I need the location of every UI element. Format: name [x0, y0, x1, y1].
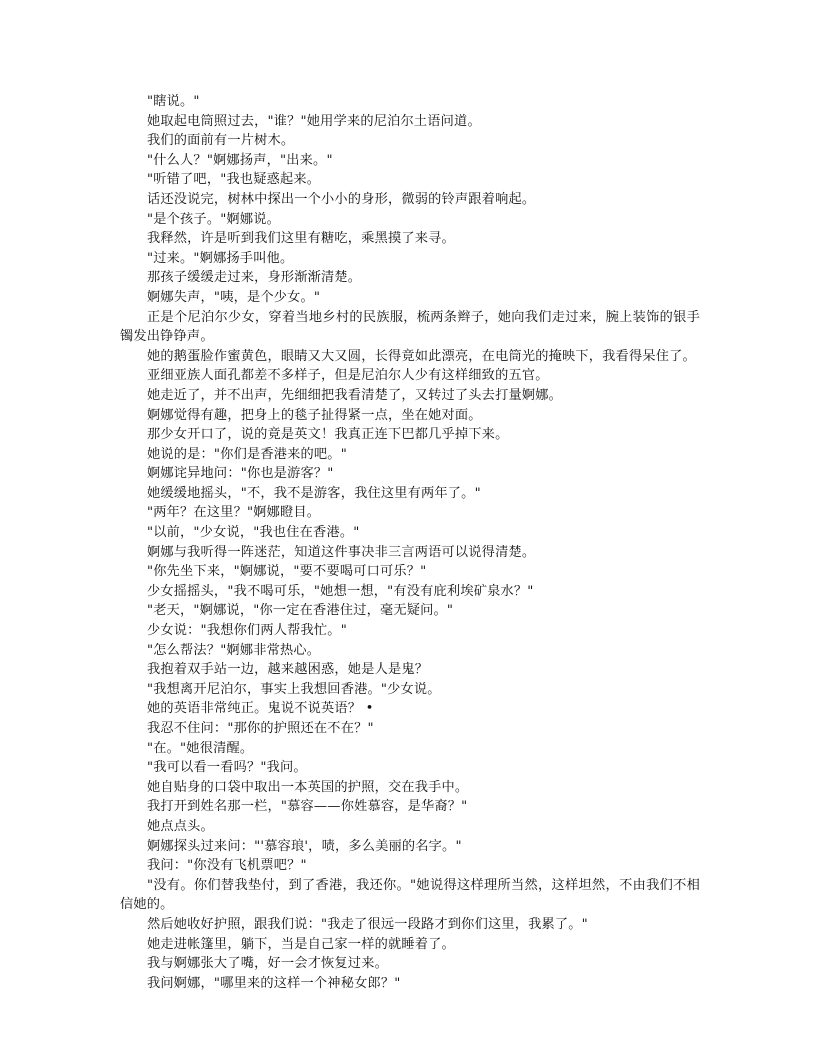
- paragraph: "过来。"婀娜扬手叫他。: [147, 250, 294, 266]
- paragraph: 她说的是："你们是香港来的吧。": [147, 446, 347, 462]
- paragraph: 她走近了，并不出声，先细细把我看清楚了，又转过了头去打量婀娜。: [147, 387, 563, 403]
- paragraph: 我与婀娜张大了嘴，好一会才恢复过来。: [147, 956, 388, 972]
- document-body: [120, 92, 700, 993]
- paragraph: 她走进帐篷里，躺下，当是自己家一样的就睡着了。: [147, 936, 455, 952]
- paragraph: 然后她收好护照，跟我们说："我走了很远一段路才到你们这里，我累了。": [147, 916, 588, 932]
- paragraph: 那孩子缓缓走过来，身形渐渐清楚。: [147, 270, 362, 286]
- paragraph: 她取起电筒照过去，"谁？"她用学来的尼泊尔土语问道。: [147, 113, 481, 129]
- paragraph: 我打开到姓名那一栏，"慕容——你姓慕容，是华裔？": [147, 799, 468, 815]
- paragraph: 婀娜与我听得一阵迷茫，知道这件事决非三言两语可以说得清楚。: [147, 544, 536, 560]
- paragraph: 正是个尼泊尔少女，穿着当地乡村的民族服，梳两条辫子，她向我们走过来，腕上装饰的银手镯发出铮铮声。: [120, 309, 700, 345]
- paragraph: "老天，"婀娜说，"你一定在香港住过，毫无疑问。": [147, 603, 454, 619]
- paragraph: 她自贴身的口袋中取出一本英国的护照，交在我手中。: [147, 779, 469, 795]
- paragraph: "是个孩子。"婀娜说。: [147, 211, 281, 227]
- paragraph: 婀娜诧异地问："你也是游客？": [147, 466, 334, 482]
- paragraph: 我抱着双手站一边，越来越困惑，她是人是鬼？: [147, 662, 429, 678]
- paragraph: 我问："你没有飞机票吧？": [147, 858, 307, 874]
- paragraph: 话还没说完，树林中探出一个小小的身形，微弱的铃声跟着响起。: [147, 191, 536, 207]
- paragraph: "两年？在这里？"婀娜瞪目。: [147, 505, 321, 521]
- paragraph: "我可以看一看吗？"我问。: [147, 760, 307, 776]
- paragraph: 婀娜探头过来问："'慕容琅'，啧，多么美丽的名字。": [147, 838, 462, 854]
- paragraph: "听错了吧，"我也疑惑起来。: [147, 172, 321, 188]
- paragraph: 少女说："我想你们两人帮我忙。": [147, 623, 347, 639]
- paragraph: 婀娜失声，"咦，是个少女。": [147, 289, 321, 305]
- paragraph: "以前，"少女说，"我也住在香港。": [147, 525, 360, 541]
- paragraph: 亚细亚族人面孔都差不多样子，但是尼泊尔人少有这样细致的五官。: [147, 368, 549, 384]
- paragraph: 我们的面前有一片树木。: [147, 133, 295, 149]
- paragraph: 少女摇摇头，"我不喝可乐，"她想一想，"有没有庇利埃矿泉水？": [147, 583, 534, 599]
- paragraph: 她缓缓地摇头，"不，我不是游客，我住这里有两年了。": [147, 485, 481, 501]
- paragraph: "你先坐下来，"婀娜说，"要不要喝可口可乐？": [147, 564, 427, 580]
- paragraph: 我释然，许是听到我们这里有糖吃，乘黑摸了来寻。: [147, 231, 455, 247]
- paragraph: 她的鹅蛋脸作蜜黄色，眼睛又大又圆，长得竟如此漂亮，在电筒光的掩映下，我看得呆住了。: [147, 348, 696, 364]
- paragraph: 那少女开口了，说的竟是英文！我真正连下巴都几乎掉下来。: [147, 427, 509, 443]
- paragraph: 婀娜觉得有趣，把身上的毯子扯得紧一点，坐在她对面。: [147, 407, 482, 423]
- paragraph: 她点点头。: [147, 818, 214, 834]
- paragraph: "没有。你们替我垫付，到了香港，我还你。"她说得这样理所当然，这样坦然，不由我们不相信她的。: [120, 877, 700, 913]
- paragraph: 她的英语非常纯正。鬼说不说英语？ •: [147, 701, 374, 717]
- paragraph: 我问婀娜，"哪里来的这样一个神秘女郎？": [147, 975, 401, 991]
- paragraph: "怎么帮法？"婀娜非常热心。: [147, 642, 321, 658]
- paragraph: 我忍不住问："那你的护照还在不在？": [147, 721, 374, 736]
- paragraph: "在。"她很清醒。: [147, 740, 254, 756]
- paragraph: "瞎说。": [147, 94, 200, 109]
- paragraph: "我想离开尼泊尔，事实上我想回香港。"少女说。: [147, 681, 441, 697]
- paragraph: "什么人？"婀娜扬声，"出来。": [147, 152, 333, 168]
